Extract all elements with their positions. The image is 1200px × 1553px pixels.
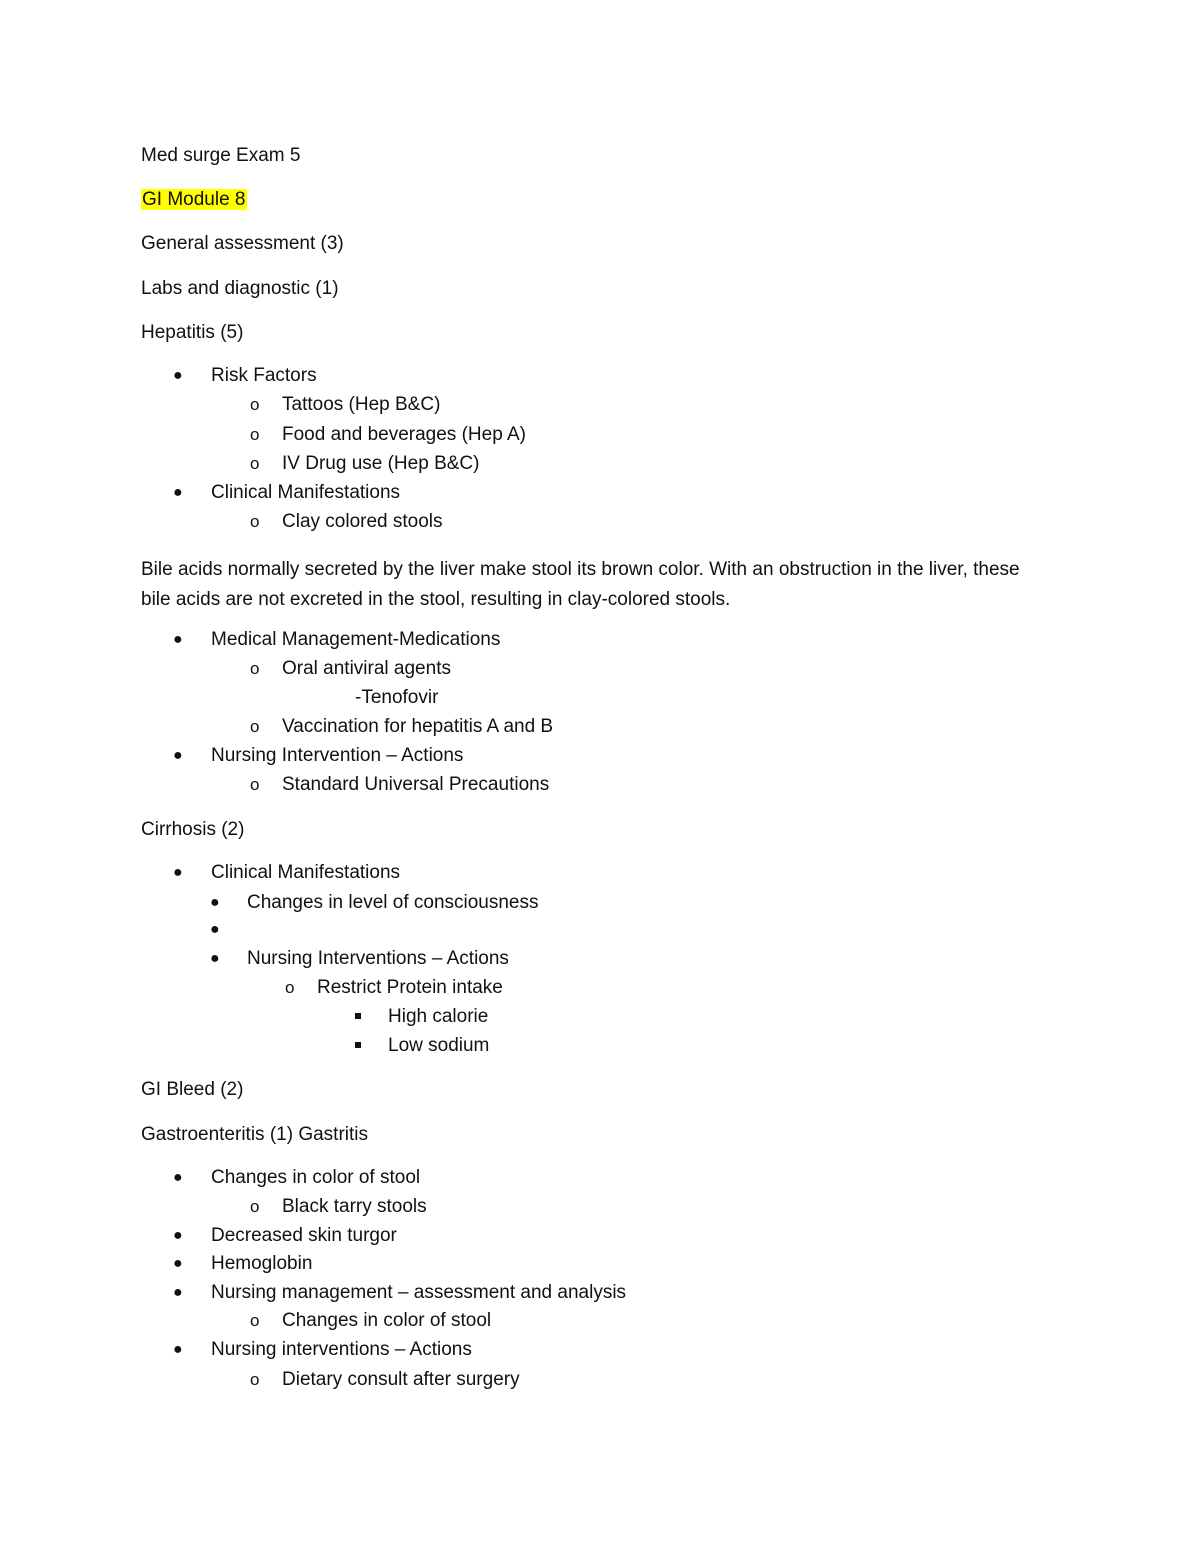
bullet-icon: ●	[173, 1255, 183, 1272]
list-item: Clinical Manifestations	[211, 482, 401, 503]
circle-bullet-icon: o	[250, 1370, 260, 1389]
list-item: Low sodium	[388, 1035, 490, 1056]
list-item: Hemoglobin	[211, 1253, 313, 1274]
bullet-icon: ●	[210, 950, 220, 967]
section-gastroenteritis: Gastroenteritis (1) Gastritis	[141, 1124, 368, 1145]
section-cirrhosis: Cirrhosis (2)	[141, 819, 245, 840]
circle-bullet-icon: o	[250, 425, 260, 444]
list-item: Clay colored stools	[282, 511, 443, 532]
square-bullet-icon	[355, 1013, 361, 1019]
list-item: Changes in color of stool	[211, 1167, 421, 1188]
circle-bullet-icon: o	[250, 775, 260, 794]
circle-bullet-icon: o	[285, 978, 295, 997]
list-item: Dietary consult after surgery	[282, 1369, 520, 1390]
list-item: -Tenofovir	[355, 687, 439, 708]
list-item: Decreased skin turgor	[211, 1225, 397, 1246]
list-item: Nursing management – assessment and analysis	[211, 1282, 627, 1303]
list-item: Nursing Interventions – Actions	[247, 948, 509, 969]
bile-paragraph: Bile acids normally secreted by the liver make stool its brown color. With an obstruction in the liver, these bile acids are not excreted in the stool, resulting in clay-colored stools.	[141, 559, 1020, 610]
bullet-icon: ●	[173, 1341, 183, 1358]
list-item: Nursing interventions – Actions	[211, 1339, 472, 1360]
list-item: Changes in level of consciousness	[247, 892, 539, 913]
bullet-icon: ●	[173, 1227, 183, 1244]
circle-bullet-icon: o	[250, 1197, 260, 1216]
list-item: IV Drug use (Hep B&C)	[282, 453, 480, 474]
list-item: Medical Management-Medications	[211, 629, 501, 650]
square-bullet-icon	[355, 1042, 361, 1048]
bullet-icon: ●	[210, 894, 220, 911]
section-gi-bleed: GI Bleed (2)	[141, 1079, 244, 1100]
list-item: Clinical Manifestations	[211, 862, 401, 883]
doc-title: Med surge Exam 5	[141, 145, 301, 166]
list-item: Vaccination for hepatitis A and B	[282, 716, 554, 737]
bullet-icon: ●	[173, 747, 183, 764]
list-item: Restrict Protein intake	[317, 977, 503, 998]
module-heading	[141, 188, 247, 212]
list-item: Tattoos (Hep B&C)	[282, 394, 441, 415]
highlighted-module: GI Module 8	[142, 189, 246, 210]
list-item: Changes in color of stool	[282, 1310, 492, 1331]
circle-bullet-icon: o	[250, 395, 260, 414]
bullet-icon: ●	[173, 864, 183, 881]
bullet-icon: ●	[210, 921, 220, 938]
list-item: Food and beverages (Hep A)	[282, 424, 526, 445]
list-item: Standard Universal Precautions	[282, 774, 550, 795]
section-labs: Labs and diagnostic (1)	[141, 278, 339, 299]
circle-bullet-icon: o	[250, 659, 260, 678]
bullet-icon: ●	[173, 367, 183, 384]
list-item: High calorie	[388, 1006, 489, 1027]
circle-bullet-icon: o	[250, 717, 260, 736]
list-item: Risk Factors	[211, 365, 317, 386]
circle-bullet-icon: o	[250, 1311, 260, 1330]
list-item: Nursing Intervention – Actions	[211, 745, 464, 766]
list-item: Oral antiviral agents	[282, 658, 451, 679]
section-hepatitis: Hepatitis (5)	[141, 322, 244, 343]
list-item: Black tarry stools	[282, 1196, 427, 1217]
circle-bullet-icon: o	[250, 454, 260, 473]
bullet-icon: ●	[173, 484, 183, 501]
circle-bullet-icon: o	[250, 512, 260, 531]
bullet-icon: ●	[173, 1169, 183, 1186]
section-general-assessment: General assessment (3)	[141, 233, 344, 254]
bullet-icon: ●	[173, 631, 183, 648]
bullet-icon: ●	[173, 1284, 183, 1301]
